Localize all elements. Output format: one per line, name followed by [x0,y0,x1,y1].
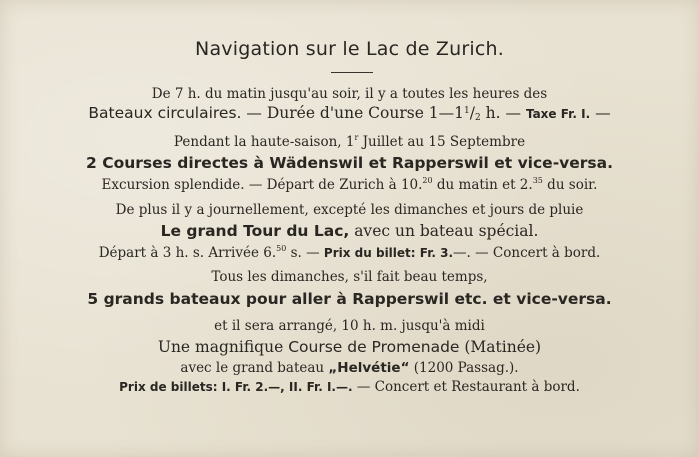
direct-courses-line: 2 Courses directes à Wädenswil et Rapperswil et vice-versa. [86,154,613,172]
text-line-14: Prix de billets: I. Fr. 2.—, II. Fr. I.—. — Concert et Restaurant à bord. [119,379,580,395]
text-line-12: Une magnifique Course de Promenade (Matinée) [157,338,542,356]
text-line-9: Tous les dimanches, s'il fait beau temps, [211,269,488,285]
text-line-8: Départ à 3 h. s. Arrivée 6.50 s. — Prix du billet: Fr. 3.—. — Concert à bord. [98,244,601,261]
fare-label: Taxe Fr. I. [525,107,591,121]
text-line-11: et il sera arrangé, 10 h. m. jusqu'à midi [214,318,485,334]
fraction-denominator: 2 [475,113,481,123]
page-title: Navigation sur le Lac de Zurich. [195,38,504,60]
text-line-13: avec le grand bateau „Helvétie“ (1200 Passag.). [180,360,519,376]
text-line-3: Pendant la haute-saison, 1$^r$ Juillet au 15 Septembre [173,133,526,150]
text-line-5: Excursion splendide. — Départ de Zurich à 10.20 du matin et 2.35 du soir. [101,176,598,193]
text-line-7: Le grand Tour du Lac, avec un bateau spécial. [160,222,539,240]
promenade-label: Course de Promenade [288,338,460,356]
text-line-2 [0,104,699,123]
fare-dash: — [590,104,611,122]
circular-boats-label: Bateaux circulaires. [88,104,242,122]
boat-name: „Helvétie“ [328,360,410,376]
grand-tour-label: Le grand Tour du Lac, [160,222,350,240]
text-line-1: De 7 h. du matin jusqu'au soir, il y a toutes les heures des [151,86,548,102]
text-line-6: De plus il y a journellement, excepté les dimanches et jours de pluie [115,202,584,218]
title-divider [331,72,373,73]
ticket-prices-label: Prix de billets: I. Fr. 2.—, II. Fr. I.—. [119,380,353,394]
duration-fraction: $^1/_2$ [464,104,481,123]
duration-text: — Durée d'une Course 1—1 [241,104,465,122]
sunday-boats-line: 5 grands bateaux pour aller à Rapperswil etc. et vice-versa. [87,290,612,308]
ticket-price-label: Prix du billet: Fr. 3. [323,246,454,260]
hours-text: h. — [480,104,526,122]
fraction-numerator: 1 [464,106,470,116]
